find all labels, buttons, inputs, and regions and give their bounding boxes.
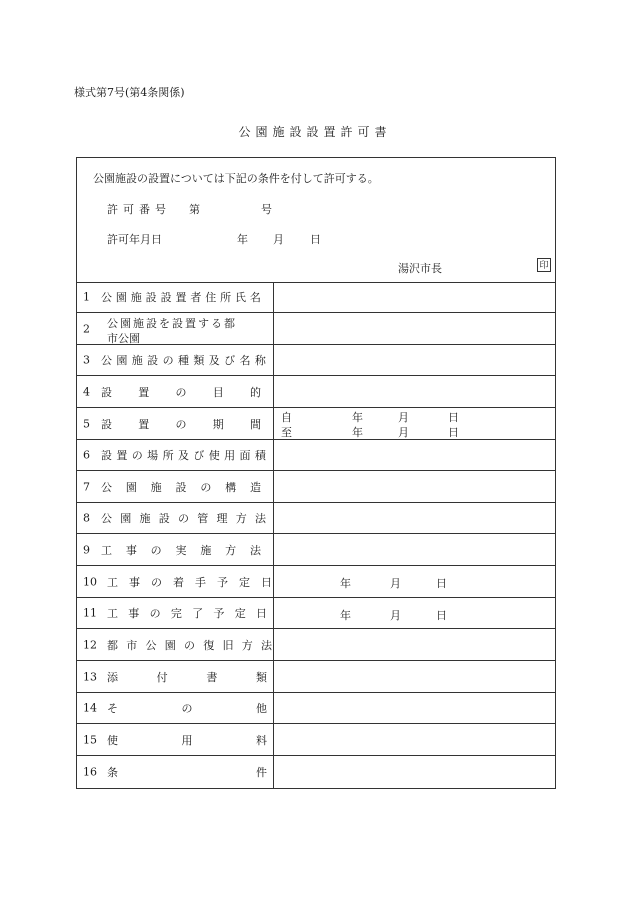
row-value-cell	[274, 598, 555, 628]
label-char: 施	[139, 512, 151, 525]
row-label	[101, 289, 261, 305]
table-row	[77, 566, 555, 598]
form-number-label: 様式第7号(第4条関係)	[74, 86, 185, 99]
label-char: 間	[250, 417, 261, 431]
row-label	[107, 669, 267, 685]
label-char: 置	[175, 291, 187, 304]
label-char: の	[150, 543, 162, 557]
label-char: 付	[156, 670, 168, 684]
label-char: 旧	[222, 638, 234, 652]
label-char: の	[149, 607, 161, 620]
label-char: 定	[234, 607, 246, 620]
row-label	[107, 605, 267, 621]
row-label-cell	[77, 440, 274, 470]
label-char: 使	[208, 449, 220, 462]
label-char: の	[200, 480, 212, 494]
period-to-day: 日	[448, 426, 459, 439]
label-char: 日	[261, 575, 272, 589]
row-label	[101, 542, 261, 558]
label-char: 所	[220, 291, 232, 304]
label-char: 管	[197, 512, 209, 525]
table-row	[77, 408, 555, 440]
permit-date-label: 許可年月日	[107, 233, 162, 246]
table-row	[77, 376, 555, 408]
row-number: 9	[83, 543, 90, 556]
permit-form	[76, 157, 556, 789]
table-row	[77, 345, 555, 376]
row-label-cell	[77, 629, 274, 660]
label-char: の	[175, 385, 187, 399]
label-char: 類	[193, 354, 205, 367]
label-char: 着	[173, 575, 184, 589]
document-title: 公園施設設置許可書	[238, 125, 392, 139]
row-label-cell	[77, 756, 274, 788]
row-value-cell	[274, 629, 555, 660]
row-label-cell	[77, 408, 274, 439]
row-value-cell	[274, 313, 555, 344]
label-char: 設	[147, 354, 159, 367]
label-char: 公	[101, 512, 112, 525]
row-label	[101, 384, 261, 400]
row-number: 10	[83, 575, 97, 588]
row-number: 2	[83, 322, 90, 335]
label-char: 種	[177, 354, 189, 367]
label-char: 名	[239, 354, 251, 367]
row-value-cell	[274, 471, 555, 502]
label-char: 園	[164, 638, 176, 652]
table-row	[77, 724, 555, 756]
label-char: 都	[107, 638, 118, 652]
label-char: 園	[125, 480, 137, 494]
row-number: 5	[83, 417, 90, 430]
row-label	[101, 479, 261, 495]
table-row	[77, 282, 555, 313]
label-char: 住	[205, 291, 217, 304]
row-number: 1	[83, 290, 90, 304]
row-value-cell	[274, 408, 555, 439]
label-char: 積	[254, 449, 266, 462]
row-number: 12	[83, 638, 97, 651]
label-char: 法	[255, 512, 266, 525]
permit-number-prefix: 第	[189, 203, 200, 216]
table-row	[77, 534, 555, 566]
label-char: び	[193, 449, 205, 462]
date-year: 年	[340, 608, 351, 622]
row-label	[107, 574, 272, 590]
permit-header-box	[77, 158, 555, 283]
permit-date-year: 年	[237, 233, 248, 246]
label-char: の	[162, 354, 174, 367]
label-char: 園	[116, 354, 128, 367]
row-number: 16	[83, 765, 97, 779]
period-to-label: 至	[281, 426, 292, 439]
label-char: 理	[216, 512, 228, 525]
row-value-cell	[274, 566, 555, 597]
row-label-line-2: 市公園	[107, 332, 140, 345]
table-row	[77, 440, 555, 471]
label-char: の	[184, 638, 195, 652]
label-char: 設	[101, 385, 112, 399]
label-char: 予	[217, 575, 228, 589]
label-char: 予	[213, 607, 225, 620]
label-char: 及	[177, 449, 189, 462]
label-char: そ	[107, 702, 118, 715]
label-char: 方	[225, 543, 237, 557]
row-label	[107, 700, 267, 716]
row-value-cell	[274, 503, 555, 533]
label-char: 面	[239, 449, 251, 462]
label-char: 氏	[235, 291, 247, 304]
label-char: 設	[158, 512, 170, 525]
label-char: の	[175, 417, 187, 431]
label-char: の	[131, 449, 143, 462]
label-char: び	[224, 354, 236, 367]
label-char: 公	[101, 291, 112, 304]
row-number: 13	[83, 670, 97, 683]
label-char: 設	[101, 449, 112, 462]
label-char: 添	[107, 670, 118, 684]
date-month: 月	[390, 577, 401, 590]
label-char: 書	[206, 670, 218, 684]
label-char: 法	[249, 543, 261, 557]
label-char: 用	[224, 449, 236, 462]
row-value-cell	[274, 282, 555, 312]
table-row	[77, 471, 555, 503]
label-char: 構	[225, 480, 237, 494]
label-char: 所	[162, 449, 174, 462]
permit-number-label: 許可番号	[107, 203, 171, 216]
label-char: 施	[131, 354, 143, 367]
label-char: 公	[101, 480, 112, 494]
label-char: 公	[145, 638, 157, 652]
table-row	[77, 629, 555, 661]
issuer-name: 湯沢市長	[398, 262, 442, 275]
label-char: 類	[255, 670, 267, 684]
label-char: 者	[190, 291, 202, 304]
label-char: 方	[241, 638, 253, 652]
label-char: 施	[130, 291, 142, 304]
label-char: 的	[250, 385, 261, 399]
row-value-cell	[274, 534, 555, 565]
row-number: 6	[83, 448, 90, 462]
label-char: 場	[147, 449, 159, 462]
period-from-label: 自	[281, 411, 292, 424]
label-char: 了	[192, 607, 204, 620]
permit-date-day: 日	[310, 233, 321, 246]
row-label	[101, 352, 266, 368]
row-number: 7	[83, 480, 90, 493]
row-value-cell	[274, 345, 555, 375]
label-char: 用	[181, 733, 193, 747]
row-number: 8	[83, 511, 90, 525]
row-value-cell	[274, 724, 555, 755]
label-char: 施	[150, 480, 162, 494]
period-from-month: 月	[398, 411, 409, 424]
table-row	[77, 661, 555, 693]
row-label-cell	[77, 724, 274, 755]
label-char: 設	[160, 291, 172, 304]
row-number: 11	[83, 606, 97, 620]
row-label	[107, 637, 272, 653]
row-label-cell	[77, 503, 274, 533]
row-label-cell	[77, 598, 274, 628]
period-to-year: 年	[352, 426, 363, 439]
label-char: 事	[128, 607, 140, 620]
table-row	[77, 598, 555, 629]
row-label-cell	[77, 313, 274, 344]
label-char: 日	[255, 607, 267, 620]
label-char: 使	[107, 733, 118, 747]
row-label	[101, 510, 266, 526]
row-label	[101, 447, 266, 463]
date-day: 日	[436, 577, 447, 590]
label-char: 目	[212, 385, 224, 399]
row-value-cell	[274, 756, 555, 788]
label-char: 設	[101, 417, 112, 431]
label-char: 市	[126, 638, 138, 652]
table-row	[77, 503, 555, 534]
label-char: 手	[195, 575, 206, 589]
label-char: 称	[254, 354, 266, 367]
period-from-day: 日	[448, 411, 459, 424]
label-char: 工	[107, 607, 118, 620]
row-label-cell	[77, 376, 274, 407]
period-from-year: 年	[352, 411, 363, 424]
label-char: 施	[200, 543, 212, 557]
label-char: 事	[129, 575, 140, 589]
label-char: 工	[107, 575, 118, 589]
label-char: 完	[170, 607, 182, 620]
label-char: 実	[175, 543, 187, 557]
row-label-cell	[77, 345, 274, 375]
date-day: 日	[436, 608, 447, 622]
label-char: 法	[261, 638, 272, 652]
row-label-cell	[77, 534, 274, 565]
label-char: 置	[138, 417, 150, 431]
label-char: 置	[116, 449, 128, 462]
label-char: の	[181, 702, 193, 715]
row-value-cell	[274, 376, 555, 407]
label-char: の	[178, 512, 189, 525]
label-char: 条	[107, 766, 118, 779]
label-char: 工	[101, 543, 112, 557]
label-char: の	[151, 575, 162, 589]
row-number: 14	[83, 701, 97, 715]
label-char: 期	[212, 417, 224, 431]
date-year: 年	[340, 577, 351, 590]
row-label	[107, 732, 267, 748]
row-value-cell	[274, 440, 555, 470]
row-label-cell	[77, 471, 274, 502]
table-row	[77, 693, 555, 724]
label-char: 料	[256, 733, 267, 747]
label-char: 設	[175, 480, 187, 494]
permit-date-month: 月	[273, 233, 284, 246]
label-char: 公	[101, 354, 112, 367]
period-to-month: 月	[398, 426, 409, 439]
row-label-cell	[77, 566, 274, 597]
label-char: 名	[249, 291, 261, 304]
table-row	[77, 756, 555, 788]
intro-statement: 公園施設の設置については下記の条件を付して許可する。	[93, 172, 379, 185]
seal-mark: 印	[537, 258, 551, 272]
label-char: 定	[239, 575, 250, 589]
label-char: 園	[115, 291, 127, 304]
label-char: 及	[208, 354, 220, 367]
row-label-cell	[77, 693, 274, 723]
row-label-line-1: 公園施設を設置する都	[107, 317, 237, 330]
label-char: 方	[235, 512, 247, 525]
label-char: 復	[203, 638, 215, 652]
row-value-cell	[274, 661, 555, 692]
label-char: 他	[256, 702, 267, 715]
date-month: 月	[390, 608, 401, 622]
table-row	[77, 313, 555, 345]
label-char: 園	[120, 512, 132, 525]
row-label	[101, 416, 261, 432]
row-number: 15	[83, 733, 97, 746]
label-char: 設	[145, 291, 157, 304]
label-char: 置	[138, 385, 150, 399]
permit-number-suffix: 号	[261, 203, 272, 216]
row-number: 3	[83, 353, 90, 367]
row-label	[107, 764, 267, 780]
row-label-cell	[77, 661, 274, 692]
row-value-cell	[274, 693, 555, 723]
row-number: 4	[83, 385, 90, 398]
label-char: 件	[256, 766, 267, 779]
label-char: 造	[249, 480, 261, 494]
label-char: 事	[125, 543, 137, 557]
row-label-cell	[77, 282, 274, 312]
